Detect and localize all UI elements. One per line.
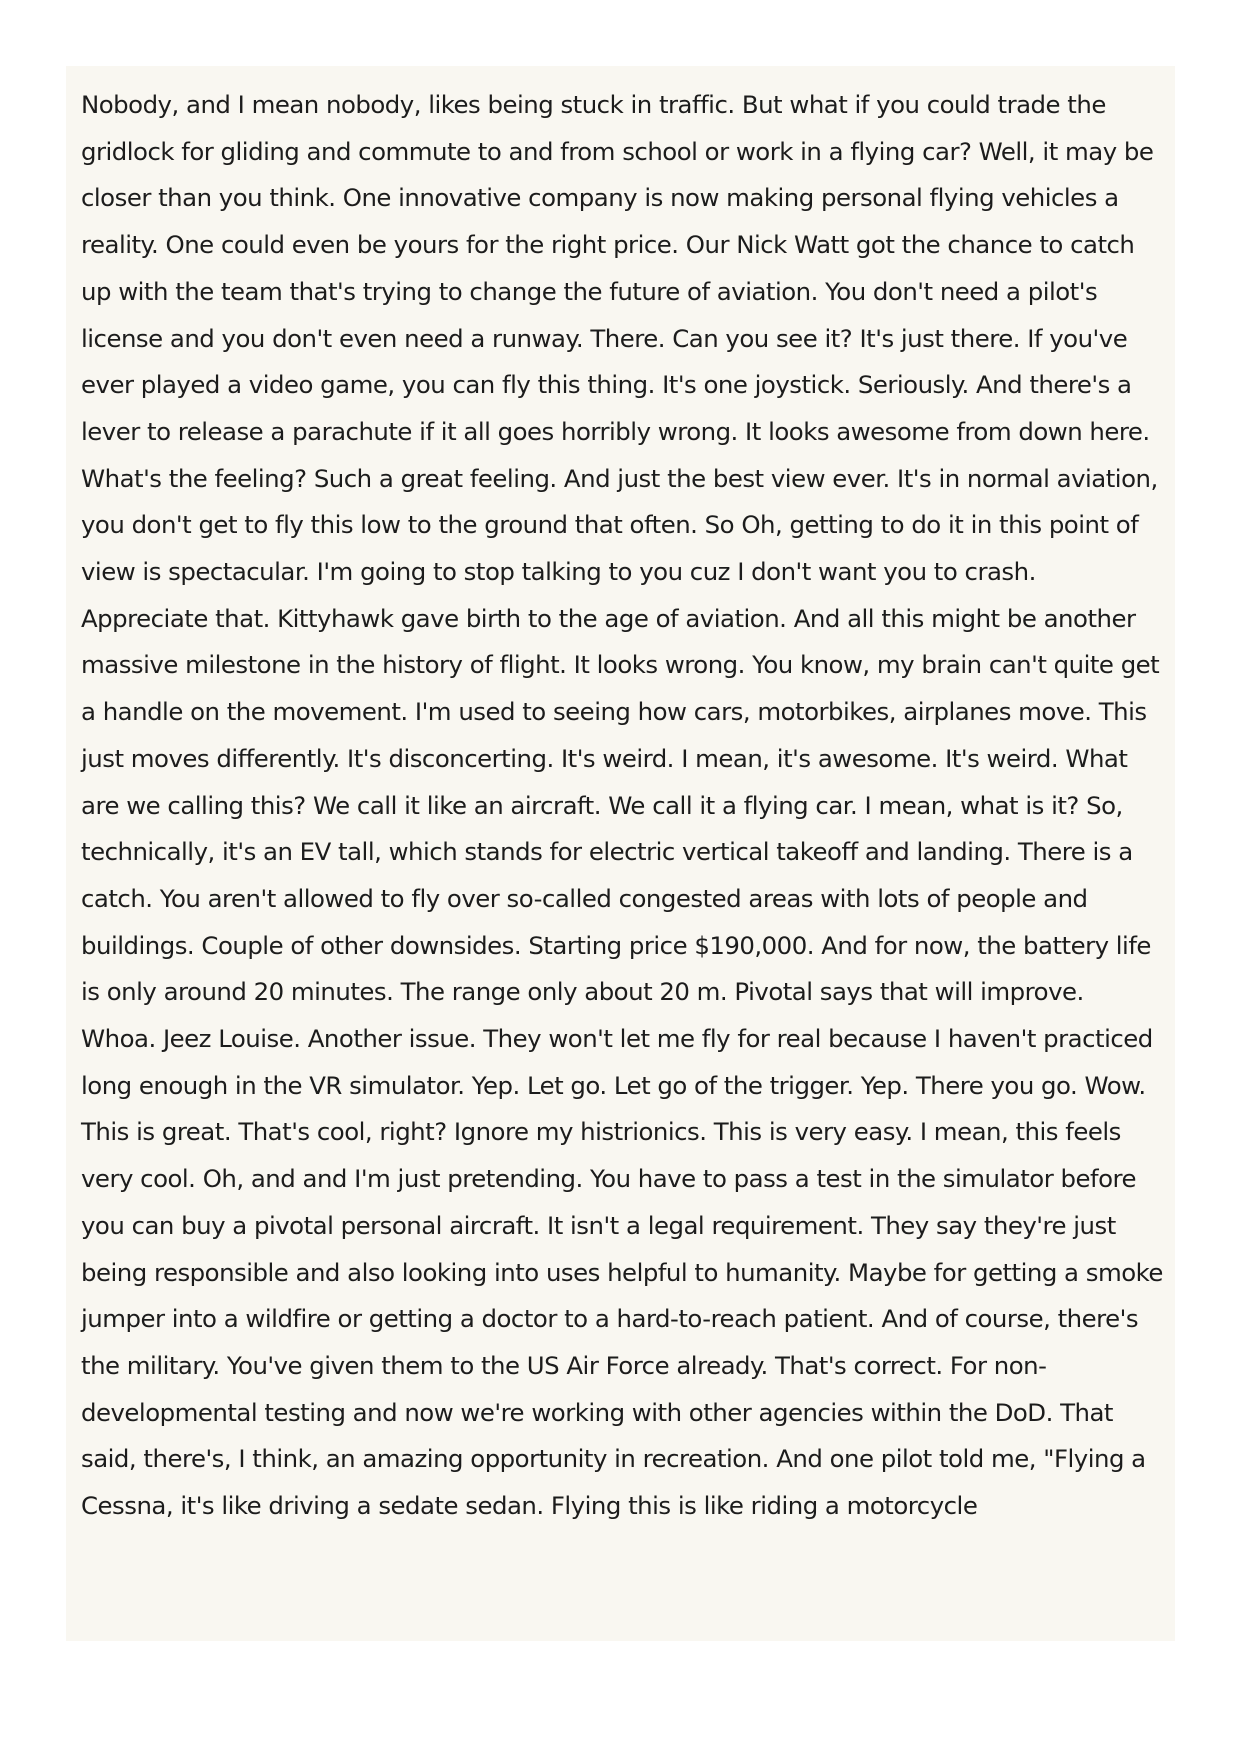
transcript-text: Nobody, and I mean nobody, likes being stuck in traffic. But what if you could trade the gridlock for gliding and commute to and from school or work in a flying car? Well, it may be closer than you think. One innovative company is now making personal flying vehicles a reality. One could even be yours for the right price. Our Nick Watt got the chance to catch up with the team that's trying to change the future of aviation. You don't need a pilot's license and you don't even need a runway. There. Can you see it? It's just there. If you've ever played a video game, you can fly this thing. It's one joystick. Seriously. And there's a lever to release a parachute if it all goes horribly wrong. It looks awesome from down here. What's the feeling? Such a great feeling. And just the best view ever. It's in normal aviation, you don't get to fly this low to the ground that often. So Oh, getting to do it in this point of view is spectacular. I'm going to stop talking to you cuz I don't want you to crash. Appreciate that. Kittyhawk gave birth to the age of aviation. And all this might be another massive milestone in the history of flight. It looks wrong. You know, my brain can't quite get a handle on the movement. I'm used to seeing how cars, motorbikes, airplanes move. This just moves differently. It's disconcerting. It's weird. I mean, it's awesome. It's weird. What are we calling this? We call it like an aircraft. We call it a flying car. I mean, what is it? So, technically, it's an EV tall, which stands for electric vertical takeoff and landing. There is a catch. You aren't allowed to fly over so-called congested areas with lots of people and buildings. Couple of other downsides. Starting price $190,000. And for now, the battery life is only around 20 minutes. The range only about 20 m. Pivotal says that will improve. Whoa. Jeez Louise. Another issue. They won't let me fly for real because I haven't practiced long enough in the VR simulator. Yep. Let go. Let go of the trigger. Yep. There you go. Wow. This is great. That's cool, right? Ignore my histrionics. This is very easy. I mean, this feels very cool. Oh, and and I'm just pretending. You have to pass a test in the simulator before you can buy a pivotal personal aircraft. It isn't a legal requirement. They say they're just being responsible and also looking into uses helpful to humanity. Maybe for getting a smoke jumper into a wildfire or getting a doctor to a hard-to-reach patient. And of course, there's the military. You've given them to the US Air Force already. That's correct. For non-developmental testing and now we're working with other agencies within the DoD. That said, there's, I think, an amazing opportunity in recreation. And one pilot told me, "Flying a Cessna, it's like driving a sedate sedan. Flying this is like riding a motorcycle: [81, 90, 1163, 1521]
transcript-panel: [66, 66, 1175, 1641]
